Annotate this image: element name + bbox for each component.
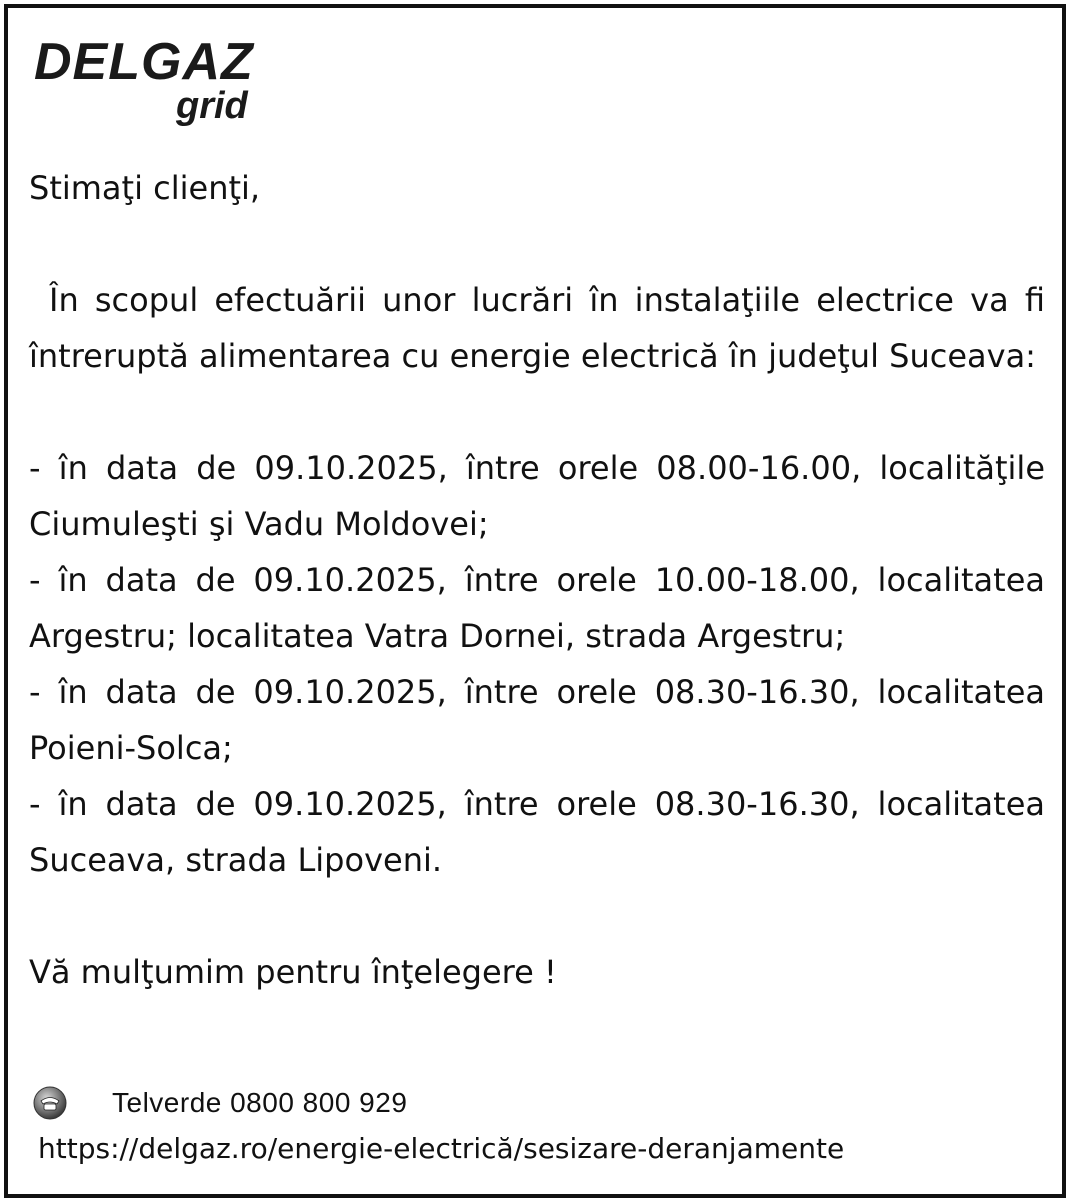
intro-paragraph: În scopul efectuării unor lucrări în instalaţiile electrice va fi întreruptă alimentarea cu energie electrică în judeţul Suceava:: [29, 281, 1045, 375]
delgaz-logo: [34, 33, 274, 128]
outage-item: - în data de 09.10.2025, între orele 10.00-18.00, localitatea Argestru; localitatea Vatra Dornei, strada Argestru;: [29, 561, 1045, 655]
telverde-number: Telverde 0800 800 929: [112, 1087, 408, 1118]
phone-icon: [32, 1085, 68, 1121]
outage-item: - în data de 09.10.2025, între orele 08.30-16.30, localitatea Suceava, strada Lipoveni.: [29, 785, 1045, 879]
report-url[interactable]: https://delgaz.ro/energie-electrică/sesizare-deranjamente: [38, 1132, 845, 1165]
contact-block: [30, 1080, 1030, 1180]
logo-brand: DELGAZ: [34, 33, 254, 91]
outage-item: - în data de 09.10.2025, între orele 08.30-16.30, localitatea Poieni-Solca;: [29, 673, 1045, 767]
logo-sub: grid: [176, 85, 248, 127]
outage-item: - în data de 09.10.2025, între orele 08.00-16.00, localităţile Ciumuleşti şi Vadu Moldovei;: [29, 449, 1045, 543]
thanks-line: Vă mulţumim pentru înţelegere !: [29, 953, 557, 991]
greeting: Stimaţi clienţi,: [29, 169, 261, 207]
notice-body: [29, 160, 1045, 1000]
